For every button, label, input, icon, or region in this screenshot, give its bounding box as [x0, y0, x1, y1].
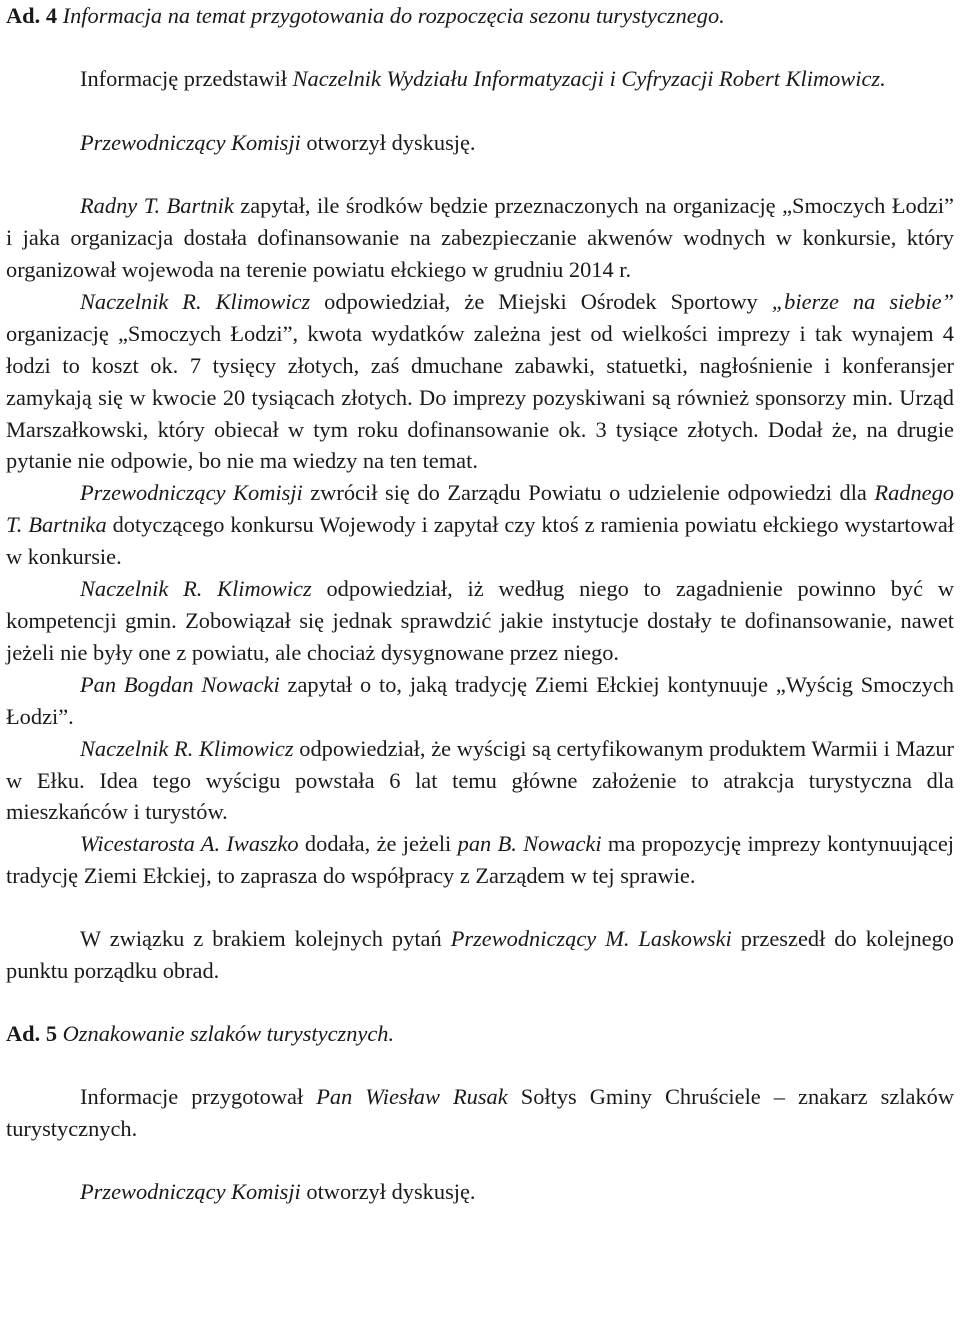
- text-span: odpowiedział, iż według niego to zagadnienie powinno być w kompetencji gmin. Zobowiązał się jednak sprawdzić jakie instytucje dostały te dofinansowanie, nawet jeżeli nie były one z powiatu, ale chociaż dysygnowane przez niego.: [6, 576, 954, 665]
- paragraph-ad4-intro: [6, 63, 954, 95]
- text-span: W związku z brakiem kolejnych pytań: [80, 926, 451, 952]
- paragraph-iwaszko-comment: [6, 828, 954, 892]
- chair-name: Przewodniczący Komisji: [80, 1178, 301, 1204]
- speaker-name: Radny T. Bartnik: [80, 193, 234, 219]
- paragraph-nowacki-question: [6, 669, 954, 733]
- text-span: Sołtys Gminy Chruściele – znakarz szlaków turystycznych.: [6, 1083, 955, 1141]
- agenda-item-title: Informacja na temat przygotowania do rozpoczęcia sezonu turystycznego.: [62, 3, 725, 28]
- text-span: otworzył dyskusję.: [300, 129, 476, 155]
- speaker-name: Naczelnik R. Klimowicz: [80, 576, 312, 602]
- text-span: zapytał, ile środków będzie przeznaczonych na organizację „Smoczych Łodzi” i jaka organizacja dostała dofinansowanie na zabezpieczanie akwenów wodnych w konkursie, który organizował wojewoda na terenie powiatu ełckiego w grudniu 2014 r.: [6, 193, 954, 283]
- agenda-item-5-heading: [6, 1018, 954, 1050]
- quoted-phrase: „bierze na siebie”: [771, 288, 955, 314]
- text-span: organizację „Smoczych Łodzi”, kwota wydatków zależna jest od wielkości imprezy i tak wynajem 4 łodzi to koszt ok. 7 tysięcy złotych, zaś dmuchane zabawki, statuetki, nagłośnienie i konferansjer zamykają się w kwocie 20 tysiącach złotych. Do imprezy pozyskiwani są również sponsorzy min. Urząd Marszałkowski, który obiecał w tym roku dofinansowanie ok. 3 tysiące złotych. Dodał że, na drugie pytanie nie odpowie, bo nie ma wiedzy na ten temat.: [6, 320, 954, 474]
- text-span: ma propozycję imprezy kontynuującej tradycję Ziemi Ełckiej, to zaprasza do współpracy z Zarządem w tej sprawie.: [6, 831, 954, 889]
- chair-name: Przewodniczący Komisji: [80, 480, 303, 506]
- paragraph-discussion-open: [6, 127, 954, 159]
- text-span: dotyczącego konkursu Wojewody i zapytał czy ktoś z ramienia powiatu ełckiego wystartował w konkursie.: [6, 512, 954, 570]
- agenda-item-title: Oznakowanie szlaków turystycznych.: [62, 1020, 395, 1046]
- paragraph-klimowicz-answer-1: [6, 286, 954, 477]
- text-span: Informacje przygotował: [80, 1083, 317, 1109]
- speaker-name: Pan Bogdan Nowacki: [80, 671, 280, 697]
- agenda-item-number: Ad. 5: [6, 1020, 58, 1046]
- paragraph-discussion-open-2: [6, 1176, 954, 1208]
- text-span: zwrócił się do Zarządu Powiatu o udzielenie odpowiedzi dla: [302, 480, 875, 506]
- paragraph-chair-request: [6, 477, 954, 573]
- paragraph-ad5-intro: [6, 1081, 954, 1145]
- text-span: Informację przedstawił: [80, 66, 293, 92]
- speaker-name: Pan Wiesław Rusak: [316, 1083, 508, 1109]
- speaker-name: Naczelnik R. Klimowicz: [80, 735, 294, 761]
- speaker-name: Naczelnik R. Klimowicz: [80, 288, 311, 314]
- paragraph-bartnik-question: [6, 190, 954, 286]
- text-span: dodała, że jeżeli: [298, 831, 458, 857]
- paragraph-klimowicz-answer-3: [6, 733, 954, 829]
- paragraph-klimowicz-answer-2: [6, 573, 954, 669]
- agenda-item-4-heading: [6, 0, 954, 32]
- text-span: przeszedł do kolejnego punktu porządku obrad.: [6, 926, 954, 984]
- text-span: zapytał o to, jaką tradycję Ziemi Ełckiej kontynuuje „Wyścig Smoczych Łodzi”.: [6, 671, 954, 729]
- text-span: odpowiedział, że wyścigi są certyfikowanym produktem Warmii i Mazur w Ełku. Idea tego wyścigu powstała 6 lat temu główne założenie to atrakcja turystyczna dla mieszkańców i turystów.: [6, 735, 955, 825]
- person-name: pan B. Nowacki: [457, 831, 602, 857]
- paragraph-next-item: [6, 923, 954, 987]
- chair-name: Przewodniczący Komisji: [80, 129, 301, 155]
- agenda-item-number: Ad. 4: [6, 3, 58, 28]
- radny-name: Radnego T. Bartnika: [6, 480, 954, 538]
- speaker-name: Naczelnik Wydziału Informatyzacji i Cyfryzacji Robert Klimowicz.: [292, 66, 886, 92]
- speaker-name: Wicestarosta A. Iwaszko: [80, 831, 299, 857]
- text-span: otworzył dyskusję.: [300, 1178, 476, 1204]
- chair-name: Przewodniczący M. Laskowski: [450, 926, 732, 952]
- text-span: odpowiedział, że Miejski Ośrodek Sportowy: [310, 288, 772, 314]
